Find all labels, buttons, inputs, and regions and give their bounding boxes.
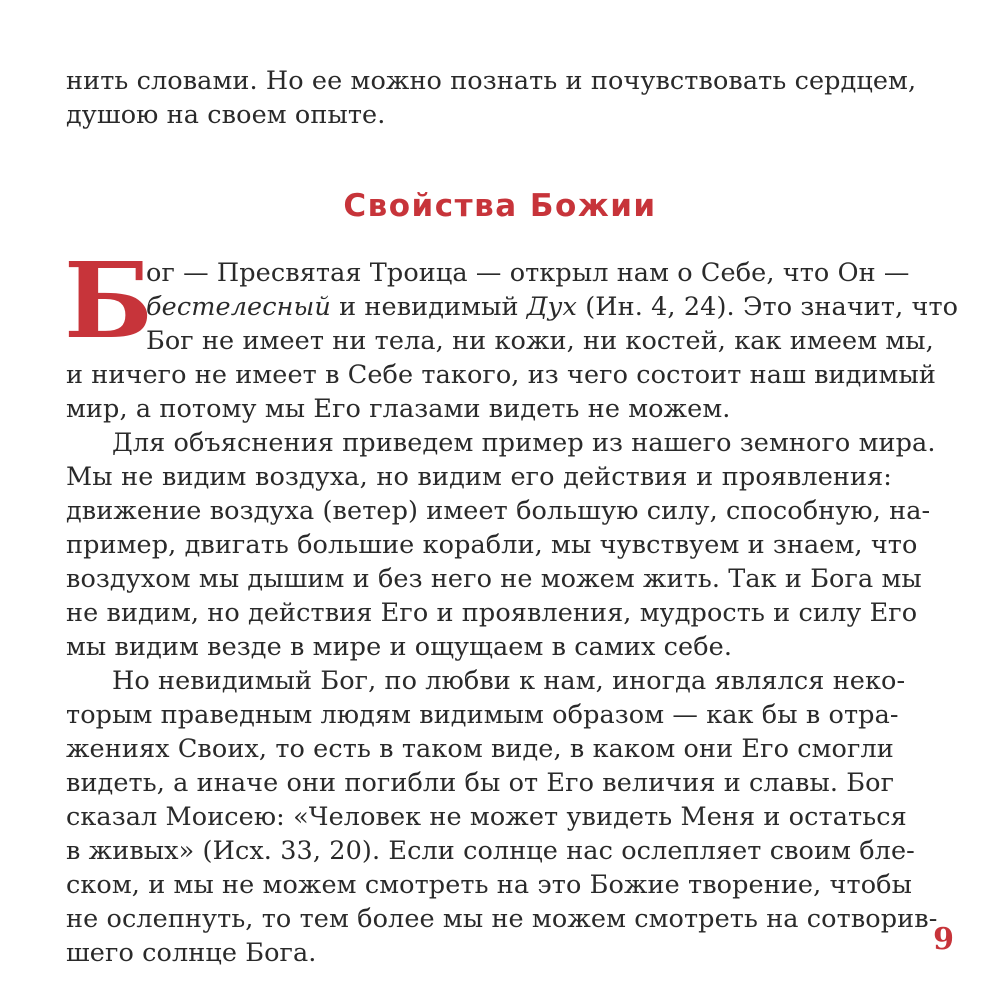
drop-cap: Б [64, 239, 153, 362]
para2-line-7: мы видим везде в мире и ощущаем в самих себе. [66, 632, 733, 662]
para1-line-2: бестелесный и невидимый Дух (Ин. 4, 24). Это значит, что [146, 292, 959, 322]
italic-term-spirit: Дух [526, 292, 577, 322]
para1-line-3: Бог не имеет ни тела, ни кожи, ни костей, как имеем мы, [146, 326, 934, 356]
para2-line-6: не видим, но действия Его и проявления, мудрость и силу Его [66, 598, 918, 628]
para3-line-5: сказал Моисею: «Человек не может увидеть Меня и остаться [66, 802, 907, 832]
para3-line-1: Но невидимый Бог, по любви к нам, иногда являлся неко- [112, 666, 906, 696]
para1-line-4: и ничего не имеет в Себе такого, из чего состоит наш видимый [66, 360, 936, 390]
para2-line-2: Мы не видим воздуха, но видим его действия и проявления: [66, 462, 892, 492]
para2-line-1: Для объяснения приведем пример из нашего земного мира. [112, 428, 936, 458]
para2-line-5: воздухом мы дышим и без него не можем жить. Так и Бога мы [66, 564, 922, 594]
para3-line-4: видеть, а иначе они погибли бы от Его величия и славы. Бог [66, 768, 895, 798]
intro-line-2: душою на своем опыте. [66, 100, 386, 130]
section-heading: Свойства Божии [343, 188, 657, 224]
para3-line-8: не ослепнуть, то тем более мы не можем смотреть на сотворив- [66, 904, 938, 934]
para1-line-5: мир, а потому мы Его глазами видеть не можем. [66, 394, 731, 424]
page-number: 9 [933, 922, 954, 957]
para3-line-6: в живых» (Исх. 33, 20). Если солнце нас ослепляет своим бле- [66, 836, 915, 866]
para2-line-4: пример, двигать большие корабли, мы чувствуем и знаем, что [66, 530, 918, 560]
para2-line-3: движение воздуха (ветер) имеет большую силу, способную, на- [66, 496, 931, 526]
italic-term-incorporeal: бестелесный [146, 292, 331, 322]
para3-line-3: жениях Своих, то есть в таком виде, в каком они Его смогли [66, 734, 894, 764]
para1-line-1: ог — Пресвятая Троица — открыл нам о Себе, что Он — [146, 258, 910, 288]
para3-line-9: шего солнце Бога. [66, 938, 317, 968]
para3-line-2: торым праведным людям видимым образом — как бы в отра- [66, 700, 899, 730]
para3-line-7: ском, и мы не можем смотреть на это Божие творение, чтобы [66, 870, 912, 900]
intro-line-1: нить словами. Но ее можно познать и почувствовать сердцем, [66, 66, 917, 96]
